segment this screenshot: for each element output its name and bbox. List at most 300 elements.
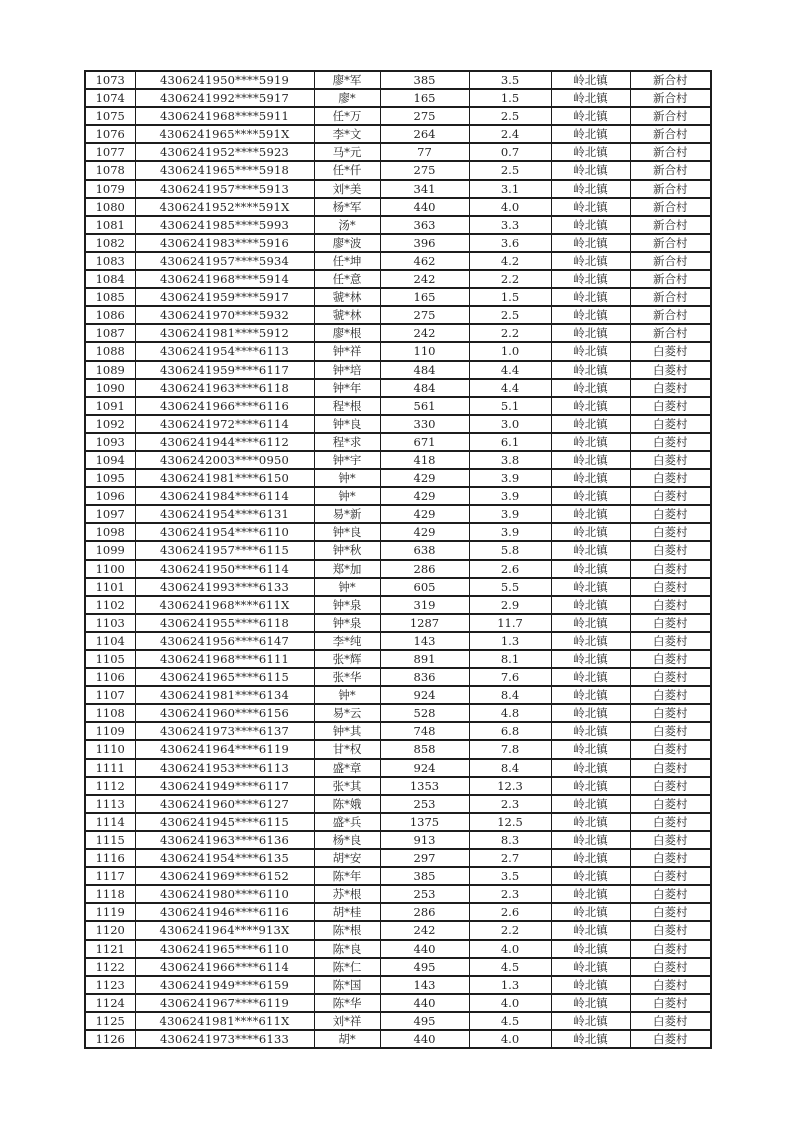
- row-number-cell: 1097: [85, 505, 135, 523]
- masked-id-cell: 4306241959****6117: [135, 361, 314, 379]
- masked-id-cell: 4306241973****6133: [135, 1030, 314, 1048]
- masked-id-cell: 4306241981****6134: [135, 686, 314, 704]
- amount-cell: 484: [380, 379, 469, 397]
- table-row: [85, 1030, 711, 1048]
- table-row: [85, 270, 711, 288]
- masked-id-cell: 4306241945****6115: [135, 813, 314, 831]
- town-cell: 岭北镇: [551, 632, 630, 650]
- town-cell: 岭北镇: [551, 614, 630, 632]
- town-cell: 岭北镇: [551, 270, 630, 288]
- table-row: [85, 813, 711, 831]
- town-cell: 岭北镇: [551, 161, 630, 179]
- masked-name-cell: 程*求: [314, 433, 380, 451]
- masked-name-cell: 苏*根: [314, 885, 380, 903]
- amount-cell: 275: [380, 161, 469, 179]
- town-cell: 岭北镇: [551, 234, 630, 252]
- masked-id-cell: 4306241968****6111: [135, 650, 314, 668]
- table-row: [85, 632, 711, 650]
- table-row: [85, 288, 711, 306]
- masked-id-cell: 4306241960****6127: [135, 795, 314, 813]
- amount-decimal-cell: 8.4: [469, 686, 551, 704]
- table-row: [85, 234, 711, 252]
- amount-decimal-cell: 7.8: [469, 740, 551, 758]
- amount-cell: 891: [380, 650, 469, 668]
- row-number-cell: 1117: [85, 867, 135, 885]
- table-row: [85, 523, 711, 541]
- amount-cell: 528: [380, 704, 469, 722]
- row-number-cell: 1074: [85, 89, 135, 107]
- amount-decimal-cell: 2.2: [469, 921, 551, 939]
- masked-name-cell: 钟*: [314, 686, 380, 704]
- village-cell: 新合村: [630, 324, 711, 342]
- amount-cell: 440: [380, 1030, 469, 1048]
- amount-cell: 671: [380, 433, 469, 451]
- table-row: [85, 469, 711, 487]
- masked-id-cell: 4306241983****5916: [135, 234, 314, 252]
- village-cell: 白菱村: [630, 342, 711, 360]
- town-cell: 岭北镇: [551, 813, 630, 831]
- village-cell: 白菱村: [630, 397, 711, 415]
- masked-id-cell: 4306241963****6118: [135, 379, 314, 397]
- masked-name-cell: 李*纯: [314, 632, 380, 650]
- village-cell: 白菱村: [630, 740, 711, 758]
- village-cell: 新合村: [630, 270, 711, 288]
- masked-id-cell: 4306241950****5919: [135, 71, 314, 89]
- village-cell: 白菱村: [630, 813, 711, 831]
- table-row: [85, 921, 711, 939]
- table-row: [85, 831, 711, 849]
- row-number-cell: 1111: [85, 759, 135, 777]
- masked-name-cell: 甘*权: [314, 740, 380, 758]
- masked-id-cell: 4306241993****6133: [135, 578, 314, 596]
- table-row: [85, 361, 711, 379]
- table-row: [85, 867, 711, 885]
- table-row: [85, 415, 711, 433]
- masked-id-cell: 4306241984****6114: [135, 487, 314, 505]
- table-row: [85, 216, 711, 234]
- village-cell: 新合村: [630, 143, 711, 161]
- amount-cell: 253: [380, 795, 469, 813]
- table-row: [85, 541, 711, 559]
- table-row: [85, 107, 711, 125]
- village-cell: 白菱村: [630, 777, 711, 795]
- masked-name-cell: 马*元: [314, 143, 380, 161]
- amount-decimal-cell: 6.8: [469, 722, 551, 740]
- amount-cell: 297: [380, 849, 469, 867]
- masked-name-cell: 钟*祥: [314, 342, 380, 360]
- masked-name-cell: 钟*: [314, 487, 380, 505]
- row-number-cell: 1121: [85, 940, 135, 958]
- amount-cell: 924: [380, 759, 469, 777]
- masked-id-cell: 4306241963****6136: [135, 831, 314, 849]
- amount-cell: 165: [380, 89, 469, 107]
- amount-cell: 77: [380, 143, 469, 161]
- village-cell: 白菱村: [630, 614, 711, 632]
- masked-name-cell: 胡*: [314, 1030, 380, 1048]
- masked-id-cell: 4306241952****5923: [135, 143, 314, 161]
- amount-decimal-cell: 3.9: [469, 487, 551, 505]
- town-cell: 岭北镇: [551, 125, 630, 143]
- amount-cell: 429: [380, 523, 469, 541]
- amount-cell: 385: [380, 867, 469, 885]
- row-number-cell: 1081: [85, 216, 135, 234]
- town-cell: 岭北镇: [551, 777, 630, 795]
- row-number-cell: 1125: [85, 1012, 135, 1030]
- masked-name-cell: 张*其: [314, 777, 380, 795]
- amount-cell: 385: [380, 71, 469, 89]
- amount-cell: 253: [380, 885, 469, 903]
- row-number-cell: 1106: [85, 668, 135, 686]
- town-cell: 岭北镇: [551, 252, 630, 270]
- row-number-cell: 1118: [85, 885, 135, 903]
- table-row: [85, 143, 711, 161]
- amount-decimal-cell: 5.8: [469, 541, 551, 559]
- masked-id-cell: 4306241969****6152: [135, 867, 314, 885]
- village-cell: 白菱村: [630, 867, 711, 885]
- masked-id-cell: 4306241957****5934: [135, 252, 314, 270]
- town-cell: 岭北镇: [551, 397, 630, 415]
- village-cell: 白菱村: [630, 704, 711, 722]
- town-cell: 岭北镇: [551, 451, 630, 469]
- town-cell: 岭北镇: [551, 994, 630, 1012]
- town-cell: 岭北镇: [551, 867, 630, 885]
- masked-id-cell: 4306241973****6137: [135, 722, 314, 740]
- masked-name-cell: 刘*祥: [314, 1012, 380, 1030]
- masked-name-cell: 任*万: [314, 107, 380, 125]
- village-cell: 白菱村: [630, 921, 711, 939]
- table-row: [85, 940, 711, 958]
- village-cell: 新合村: [630, 234, 711, 252]
- table-row: [85, 668, 711, 686]
- town-cell: 岭北镇: [551, 107, 630, 125]
- amount-cell: 440: [380, 994, 469, 1012]
- amount-decimal-cell: 2.7: [469, 849, 551, 867]
- amount-cell: 143: [380, 632, 469, 650]
- masked-name-cell: 任*意: [314, 270, 380, 288]
- masked-name-cell: 钟*泉: [314, 614, 380, 632]
- amount-decimal-cell: 8.1: [469, 650, 551, 668]
- village-cell: 白菱村: [630, 903, 711, 921]
- table-row: [85, 71, 711, 89]
- masked-id-cell: 4306241960****6156: [135, 704, 314, 722]
- town-cell: 岭北镇: [551, 198, 630, 216]
- village-cell: 新合村: [630, 71, 711, 89]
- table-row: [85, 252, 711, 270]
- masked-name-cell: 刘*美: [314, 180, 380, 198]
- masked-name-cell: 钟*良: [314, 415, 380, 433]
- row-number-cell: 1088: [85, 342, 135, 360]
- table-row: [85, 1012, 711, 1030]
- row-number-cell: 1119: [85, 903, 135, 921]
- amount-cell: 1375: [380, 813, 469, 831]
- village-cell: 白菱村: [630, 722, 711, 740]
- amount-cell: 913: [380, 831, 469, 849]
- table-row: [85, 903, 711, 921]
- amount-cell: 363: [380, 216, 469, 234]
- town-cell: 岭北镇: [551, 1030, 630, 1048]
- amount-decimal-cell: 2.3: [469, 795, 551, 813]
- village-cell: 白菱村: [630, 433, 711, 451]
- town-cell: 岭北镇: [551, 523, 630, 541]
- amount-cell: 440: [380, 198, 469, 216]
- amount-decimal-cell: 2.3: [469, 885, 551, 903]
- town-cell: 岭北镇: [551, 342, 630, 360]
- table-row: [85, 958, 711, 976]
- village-cell: 白菱村: [630, 1030, 711, 1048]
- village-cell: 白菱村: [630, 451, 711, 469]
- amount-cell: 836: [380, 668, 469, 686]
- table-row: [85, 759, 711, 777]
- table-row: [85, 125, 711, 143]
- row-number-cell: 1124: [85, 994, 135, 1012]
- masked-id-cell: 4306241944****6112: [135, 433, 314, 451]
- table-row: [85, 306, 711, 324]
- row-number-cell: 1087: [85, 324, 135, 342]
- masked-name-cell: 易*云: [314, 704, 380, 722]
- village-cell: 白菱村: [630, 650, 711, 668]
- row-number-cell: 1095: [85, 469, 135, 487]
- masked-name-cell: 张*辉: [314, 650, 380, 668]
- row-number-cell: 1109: [85, 722, 135, 740]
- masked-name-cell: 陈*年: [314, 867, 380, 885]
- row-number-cell: 1079: [85, 180, 135, 198]
- town-cell: 岭北镇: [551, 885, 630, 903]
- village-cell: 白菱村: [630, 940, 711, 958]
- row-number-cell: 1110: [85, 740, 135, 758]
- village-cell: 白菱村: [630, 505, 711, 523]
- table-row: [85, 433, 711, 451]
- masked-id-cell: 4306241954****6113: [135, 342, 314, 360]
- town-cell: 岭北镇: [551, 831, 630, 849]
- row-number-cell: 1102: [85, 596, 135, 614]
- village-cell: 新合村: [630, 125, 711, 143]
- row-number-cell: 1115: [85, 831, 135, 849]
- village-cell: 新合村: [630, 107, 711, 125]
- table-row: [85, 795, 711, 813]
- amount-decimal-cell: 3.5: [469, 71, 551, 89]
- amount-decimal-cell: 6.1: [469, 433, 551, 451]
- masked-name-cell: 任*仟: [314, 161, 380, 179]
- masked-id-cell: 4306241980****6110: [135, 885, 314, 903]
- amount-cell: 858: [380, 740, 469, 758]
- amount-cell: 242: [380, 921, 469, 939]
- amount-decimal-cell: 3.1: [469, 180, 551, 198]
- amount-decimal-cell: 12.3: [469, 777, 551, 795]
- masked-id-cell: 4306241968****5914: [135, 270, 314, 288]
- row-number-cell: 1107: [85, 686, 135, 704]
- masked-name-cell: 陈*华: [314, 994, 380, 1012]
- town-cell: 岭北镇: [551, 704, 630, 722]
- masked-id-cell: 4306241967****6119: [135, 994, 314, 1012]
- amount-decimal-cell: 4.4: [469, 361, 551, 379]
- masked-id-cell: 4306241954****6131: [135, 505, 314, 523]
- town-cell: 岭北镇: [551, 379, 630, 397]
- town-cell: 岭北镇: [551, 288, 630, 306]
- village-cell: 新合村: [630, 89, 711, 107]
- row-number-cell: 1094: [85, 451, 135, 469]
- row-number-cell: 1086: [85, 306, 135, 324]
- row-number-cell: 1116: [85, 849, 135, 867]
- amount-decimal-cell: 2.9: [469, 596, 551, 614]
- amount-cell: 418: [380, 451, 469, 469]
- amount-decimal-cell: 1.3: [469, 632, 551, 650]
- table-row: [85, 722, 711, 740]
- village-cell: 白菱村: [630, 795, 711, 813]
- town-cell: 岭北镇: [551, 306, 630, 324]
- masked-name-cell: 张*华: [314, 668, 380, 686]
- masked-id-cell: 4306241954****6135: [135, 849, 314, 867]
- masked-name-cell: 廖*军: [314, 71, 380, 89]
- masked-id-cell: 4306241992****5917: [135, 89, 314, 107]
- row-number-cell: 1075: [85, 107, 135, 125]
- village-cell: 白菱村: [630, 523, 711, 541]
- table-row: [85, 614, 711, 632]
- amount-cell: 924: [380, 686, 469, 704]
- masked-id-cell: 4306241954****6110: [135, 523, 314, 541]
- amount-decimal-cell: 8.4: [469, 759, 551, 777]
- table-row: [85, 650, 711, 668]
- town-cell: 岭北镇: [551, 686, 630, 704]
- town-cell: 岭北镇: [551, 596, 630, 614]
- amount-decimal-cell: 1.0: [469, 342, 551, 360]
- village-cell: 白菱村: [630, 632, 711, 650]
- amount-cell: 286: [380, 560, 469, 578]
- amount-decimal-cell: 1.3: [469, 976, 551, 994]
- amount-cell: 275: [380, 306, 469, 324]
- masked-name-cell: 钟*宇: [314, 451, 380, 469]
- town-cell: 岭北镇: [551, 324, 630, 342]
- masked-name-cell: 易*新: [314, 505, 380, 523]
- amount-decimal-cell: 1.5: [469, 89, 551, 107]
- amount-decimal-cell: 1.5: [469, 288, 551, 306]
- amount-cell: 242: [380, 270, 469, 288]
- amount-cell: 440: [380, 940, 469, 958]
- masked-id-cell: 4306241949****6159: [135, 976, 314, 994]
- masked-id-cell: 4306241972****6114: [135, 415, 314, 433]
- table-row: [85, 451, 711, 469]
- village-cell: 白菱村: [630, 849, 711, 867]
- village-cell: 白菱村: [630, 686, 711, 704]
- village-cell: 白菱村: [630, 668, 711, 686]
- amount-cell: 286: [380, 903, 469, 921]
- masked-id-cell: 4306241965****591X: [135, 125, 314, 143]
- masked-id-cell: 4306241968****5911: [135, 107, 314, 125]
- village-cell: 白菱村: [630, 831, 711, 849]
- amount-cell: 341: [380, 180, 469, 198]
- amount-decimal-cell: 4.0: [469, 198, 551, 216]
- town-cell: 岭北镇: [551, 560, 630, 578]
- town-cell: 岭北镇: [551, 722, 630, 740]
- row-number-cell: 1101: [85, 578, 135, 596]
- table-row: [85, 342, 711, 360]
- amount-decimal-cell: 2.6: [469, 560, 551, 578]
- town-cell: 岭北镇: [551, 505, 630, 523]
- amount-decimal-cell: 2.5: [469, 306, 551, 324]
- village-cell: 白菱村: [630, 379, 711, 397]
- table-row: [85, 686, 711, 704]
- masked-name-cell: 钟*年: [314, 379, 380, 397]
- amount-cell: 1287: [380, 614, 469, 632]
- row-number-cell: 1126: [85, 1030, 135, 1048]
- town-cell: 岭北镇: [551, 216, 630, 234]
- row-number-cell: 1093: [85, 433, 135, 451]
- village-cell: 白菱村: [630, 415, 711, 433]
- masked-id-cell: 4306241953****6113: [135, 759, 314, 777]
- row-number-cell: 1096: [85, 487, 135, 505]
- amount-cell: 330: [380, 415, 469, 433]
- amount-decimal-cell: 4.4: [469, 379, 551, 397]
- amount-decimal-cell: 2.5: [469, 107, 551, 125]
- amount-cell: 429: [380, 469, 469, 487]
- town-cell: 岭北镇: [551, 578, 630, 596]
- town-cell: 岭北镇: [551, 795, 630, 813]
- amount-decimal-cell: 2.4: [469, 125, 551, 143]
- masked-name-cell: 任*坤: [314, 252, 380, 270]
- masked-name-cell: 廖*波: [314, 234, 380, 252]
- row-number-cell: 1089: [85, 361, 135, 379]
- masked-id-cell: 4306241956****6147: [135, 632, 314, 650]
- table-row: [85, 89, 711, 107]
- amount-cell: 143: [380, 976, 469, 994]
- amount-decimal-cell: 4.0: [469, 994, 551, 1012]
- village-cell: 白菱村: [630, 541, 711, 559]
- table-row: [85, 161, 711, 179]
- amount-decimal-cell: 4.8: [469, 704, 551, 722]
- masked-id-cell: 4306241949****6117: [135, 777, 314, 795]
- table-row: [85, 505, 711, 523]
- amount-decimal-cell: 3.9: [469, 523, 551, 541]
- masked-id-cell: 4306241965****6115: [135, 668, 314, 686]
- town-cell: 岭北镇: [551, 759, 630, 777]
- masked-id-cell: 4306241968****611X: [135, 596, 314, 614]
- village-cell: 白菱村: [630, 361, 711, 379]
- table-row: [85, 740, 711, 758]
- masked-name-cell: 陈*娥: [314, 795, 380, 813]
- row-number-cell: 1104: [85, 632, 135, 650]
- masked-id-cell: 4306242003****0950: [135, 451, 314, 469]
- row-number-cell: 1078: [85, 161, 135, 179]
- amount-cell: 275: [380, 107, 469, 125]
- village-cell: 白菱村: [630, 976, 711, 994]
- village-cell: 白菱村: [630, 578, 711, 596]
- row-number-cell: 1100: [85, 560, 135, 578]
- amount-decimal-cell: 3.0: [469, 415, 551, 433]
- amount-cell: 748: [380, 722, 469, 740]
- amount-decimal-cell: 3.9: [469, 469, 551, 487]
- masked-name-cell: 廖*: [314, 89, 380, 107]
- masked-id-cell: 4306241981****5912: [135, 324, 314, 342]
- village-cell: 白菱村: [630, 596, 711, 614]
- amount-decimal-cell: 4.5: [469, 1012, 551, 1030]
- amount-decimal-cell: 4.0: [469, 1030, 551, 1048]
- table-row: [85, 180, 711, 198]
- row-number-cell: 1082: [85, 234, 135, 252]
- masked-name-cell: 陈*仁: [314, 958, 380, 976]
- masked-id-cell: 4306241964****913X: [135, 921, 314, 939]
- masked-name-cell: 陈*国: [314, 976, 380, 994]
- row-number-cell: 1099: [85, 541, 135, 559]
- masked-name-cell: 胡*安: [314, 849, 380, 867]
- masked-id-cell: 4306241981****611X: [135, 1012, 314, 1030]
- masked-id-cell: 4306241970****5932: [135, 306, 314, 324]
- row-number-cell: 1103: [85, 614, 135, 632]
- masked-id-cell: 4306241965****5918: [135, 161, 314, 179]
- table-row: [85, 777, 711, 795]
- masked-name-cell: 廖*根: [314, 324, 380, 342]
- table-row: [85, 976, 711, 994]
- row-number-cell: 1080: [85, 198, 135, 216]
- amount-decimal-cell: 12.5: [469, 813, 551, 831]
